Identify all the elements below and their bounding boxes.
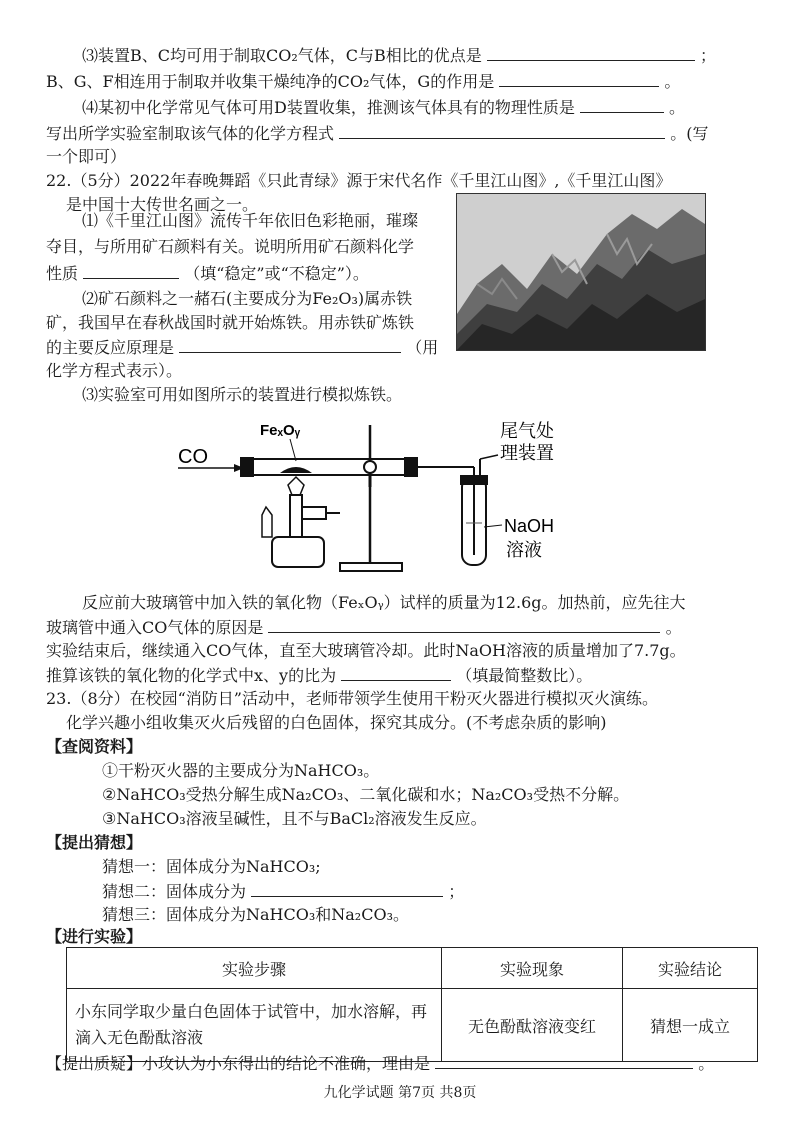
burner-tube [290, 495, 302, 539]
right-stopper [404, 457, 418, 477]
q21-part3-text: ⑶装置B、C均可用于制取CO₂气体，C与B相比的优点是 [82, 46, 482, 65]
q23-experiment-header: 【进行实验】 [46, 927, 143, 946]
q22-part3-line3 [46, 616, 682, 639]
q22-part3-reason-blank[interactable] [268, 616, 660, 633]
landscape-painting-image [456, 193, 706, 351]
q22-title-line1: 22.（5分）2022年春晚舞蹈《只此青绿》源于宋代名作《千里江山图》,《千里江山图》 [46, 171, 672, 190]
burner-base [272, 537, 324, 567]
q21-part4-answer-blank[interactable] [580, 96, 664, 113]
q23-guess-2b: ； [448, 882, 465, 901]
q21-part3b-answer-blank[interactable] [499, 70, 659, 87]
q22-part3-line5a: 推算该铁的氧化物的化学式中x、y的比为 [46, 666, 337, 685]
q23-doubt-text: 【提出质疑】小玫认为小东得出的结论不准确，理由是 [46, 1054, 431, 1073]
q21-part3-end: ； [699, 46, 716, 65]
q22-part2-line4: 化学方程式表示）。 [46, 361, 183, 380]
q22-title-line2: 是中国十大传世名画之一。 [66, 195, 259, 214]
table-row [67, 989, 758, 1062]
q22-part2-answer-blank[interactable] [179, 336, 401, 353]
q21-part4b-text: 写出所学实验室制取该气体的化学方程式 [46, 124, 335, 143]
tail-gas-label-line1: 尾气处 [500, 421, 554, 442]
q23-guess-header: 【提出猜想】 [46, 833, 143, 852]
q22-part1-line3a: 性质 [46, 264, 79, 283]
q21-part4b-end: 。(写 [670, 124, 709, 143]
fexoy-label: FeₓOᵧ [260, 422, 301, 439]
q22-part3-line3-text: 玻璃管中通入CO气体的原因是 [46, 618, 264, 637]
tail-gas-label-line2: 理装置 [500, 443, 554, 464]
q21-part4-text: ⑷某初中化学常见气体可用D装置收集，推测该气体具有的物理性质是 [82, 98, 575, 117]
q22-part2-line2: 矿，我国早在春秋战国时就开始炼铁。用赤铁矿炼铁 [46, 313, 415, 332]
q21-part3-line [82, 44, 716, 67]
q23-doubt-end: 。 [698, 1054, 715, 1073]
q23-info-header: 【查阅资料】 [46, 737, 143, 756]
iron-smelting-apparatus-diagram [168, 415, 588, 580]
experiment-table [66, 947, 758, 1062]
cell-step: 小东同学取少量白色固体于试管中，加水溶解，再滴入无色酚酞溶液 [67, 989, 442, 1062]
q23-guess-2-blank[interactable] [251, 880, 443, 897]
q23-guess-1: 猜想一：固体成分为NaHCO₃; [102, 857, 321, 876]
exhaust-arrow [480, 455, 498, 459]
header-phenomenon: 实验现象 [442, 948, 623, 989]
q21-part4b-answer-blank[interactable] [339, 122, 665, 139]
q22-part2-line1: ⑵矿石颜料之一赭石(主要成分为Fe₂O₃)属赤铁 [82, 289, 413, 308]
naoh-label: NaOH [504, 516, 555, 536]
q21-part3b-end: 。 [664, 72, 681, 91]
q23-info-item-3: ③NaHCO₃溶液呈碱性，且不与BaCl₂溶液发生反应。 [102, 809, 487, 828]
q23-info-item-2: ②NaHCO₃受热分解生成Na₂CO₃、二氧化碳和水；Na₂CO₃受热不分解。 [102, 785, 630, 804]
q22-part1-answer-blank[interactable] [83, 262, 179, 279]
q22-part3-line4: 实验结束后，继续通入CO气体，直至大玻璃管冷却。此时NaOH溶液的质量增加了7.7g。 [46, 641, 686, 660]
iron-oxide-sample [280, 467, 312, 473]
q23-info-item-1: ①干粉灭火器的主要成分为NaHCO₃。 [102, 761, 380, 780]
q22-part3-line2: 反应前大玻璃管中加入铁的氧化物（FeₓOᵧ）试样的质量为12.6g。加热前，应先往大 [82, 593, 686, 612]
q21-part3b-line [46, 70, 680, 93]
fexoy-pointer [290, 439, 296, 461]
q22-part1-line2: 夺目，与所用矿石颜料有关。说明所用矿石颜料化学 [46, 237, 415, 256]
q22-part3-line3-end: 。 [665, 618, 682, 637]
q22-part1-line3 [46, 262, 369, 285]
q22-part3-line5 [46, 664, 592, 687]
q23-doubt-blank[interactable] [435, 1052, 693, 1069]
q22-part3-line5b: （填最简整数比）。 [456, 666, 593, 685]
q22-part1-line1: ⑴《千里江山图》流传千年依旧色彩艳丽，璀璨 [82, 211, 419, 230]
q22-part2-line3a: 的主要反应原理是 [46, 338, 175, 357]
q22-part2-line3b: （用 [406, 338, 439, 357]
q23-title-line1: 23.（8分）在校园“消防日”活动中，老师带领学生使用干粉灭火器进行模拟灭火演练。 [46, 689, 658, 708]
header-step: 实验步骤 [67, 948, 442, 989]
q22-part3-ratio-blank[interactable] [341, 664, 451, 681]
gas-valve [302, 507, 326, 519]
q21-part4-end: 。 [669, 98, 686, 117]
q21-part4-line [82, 96, 685, 119]
large-glass-tube [244, 459, 412, 475]
page-footer: 九化学试题 第7页 共8页 [323, 1085, 477, 1101]
header-conclusion: 实验结论 [623, 948, 758, 989]
cell-phenomenon: 无色酚酞溶液变红 [442, 989, 623, 1062]
solution-label: 溶液 [506, 540, 542, 561]
q22-part1-line3b: （填“稳定”或“不稳定”）。 [184, 264, 369, 283]
q21-part4b-line [46, 122, 708, 145]
cell-conclusion: 猜想一成立 [623, 989, 758, 1062]
iron-stand-base [340, 563, 402, 571]
q23-doubt-line [46, 1052, 714, 1075]
q21-part3-answer-blank[interactable] [487, 44, 695, 61]
q22-part2-line3 [46, 336, 438, 359]
q23-guess-2a: 猜想二：固体成分为 [102, 882, 247, 901]
burner-support [262, 507, 272, 537]
q21-part3b-text: B、G、F相连用于制取并收集干燥纯净的CO₂气体，G的作用是 [46, 72, 495, 91]
q23-title-line2: 化学兴趣小组收集灭火后残留的白色固体，探究其成分。(不考虑杂质的影响) [66, 713, 607, 732]
q23-guess-2 [102, 880, 464, 903]
q23-guess-3: 猜想三：固体成分为NaHCO₃和Na₂CO₃。 [102, 905, 409, 924]
experiment-table-header-row [67, 948, 758, 989]
left-stopper [240, 457, 254, 477]
clamp [364, 461, 376, 473]
co-label: CO [178, 446, 208, 468]
burner-flame [288, 477, 304, 495]
q22-part3-line1: ⑶实验室可用如图所示的装置进行模拟炼铁。 [82, 385, 403, 404]
q21-part4c-text: 一个即可） [46, 147, 127, 166]
test-tube-stopper [460, 475, 488, 485]
